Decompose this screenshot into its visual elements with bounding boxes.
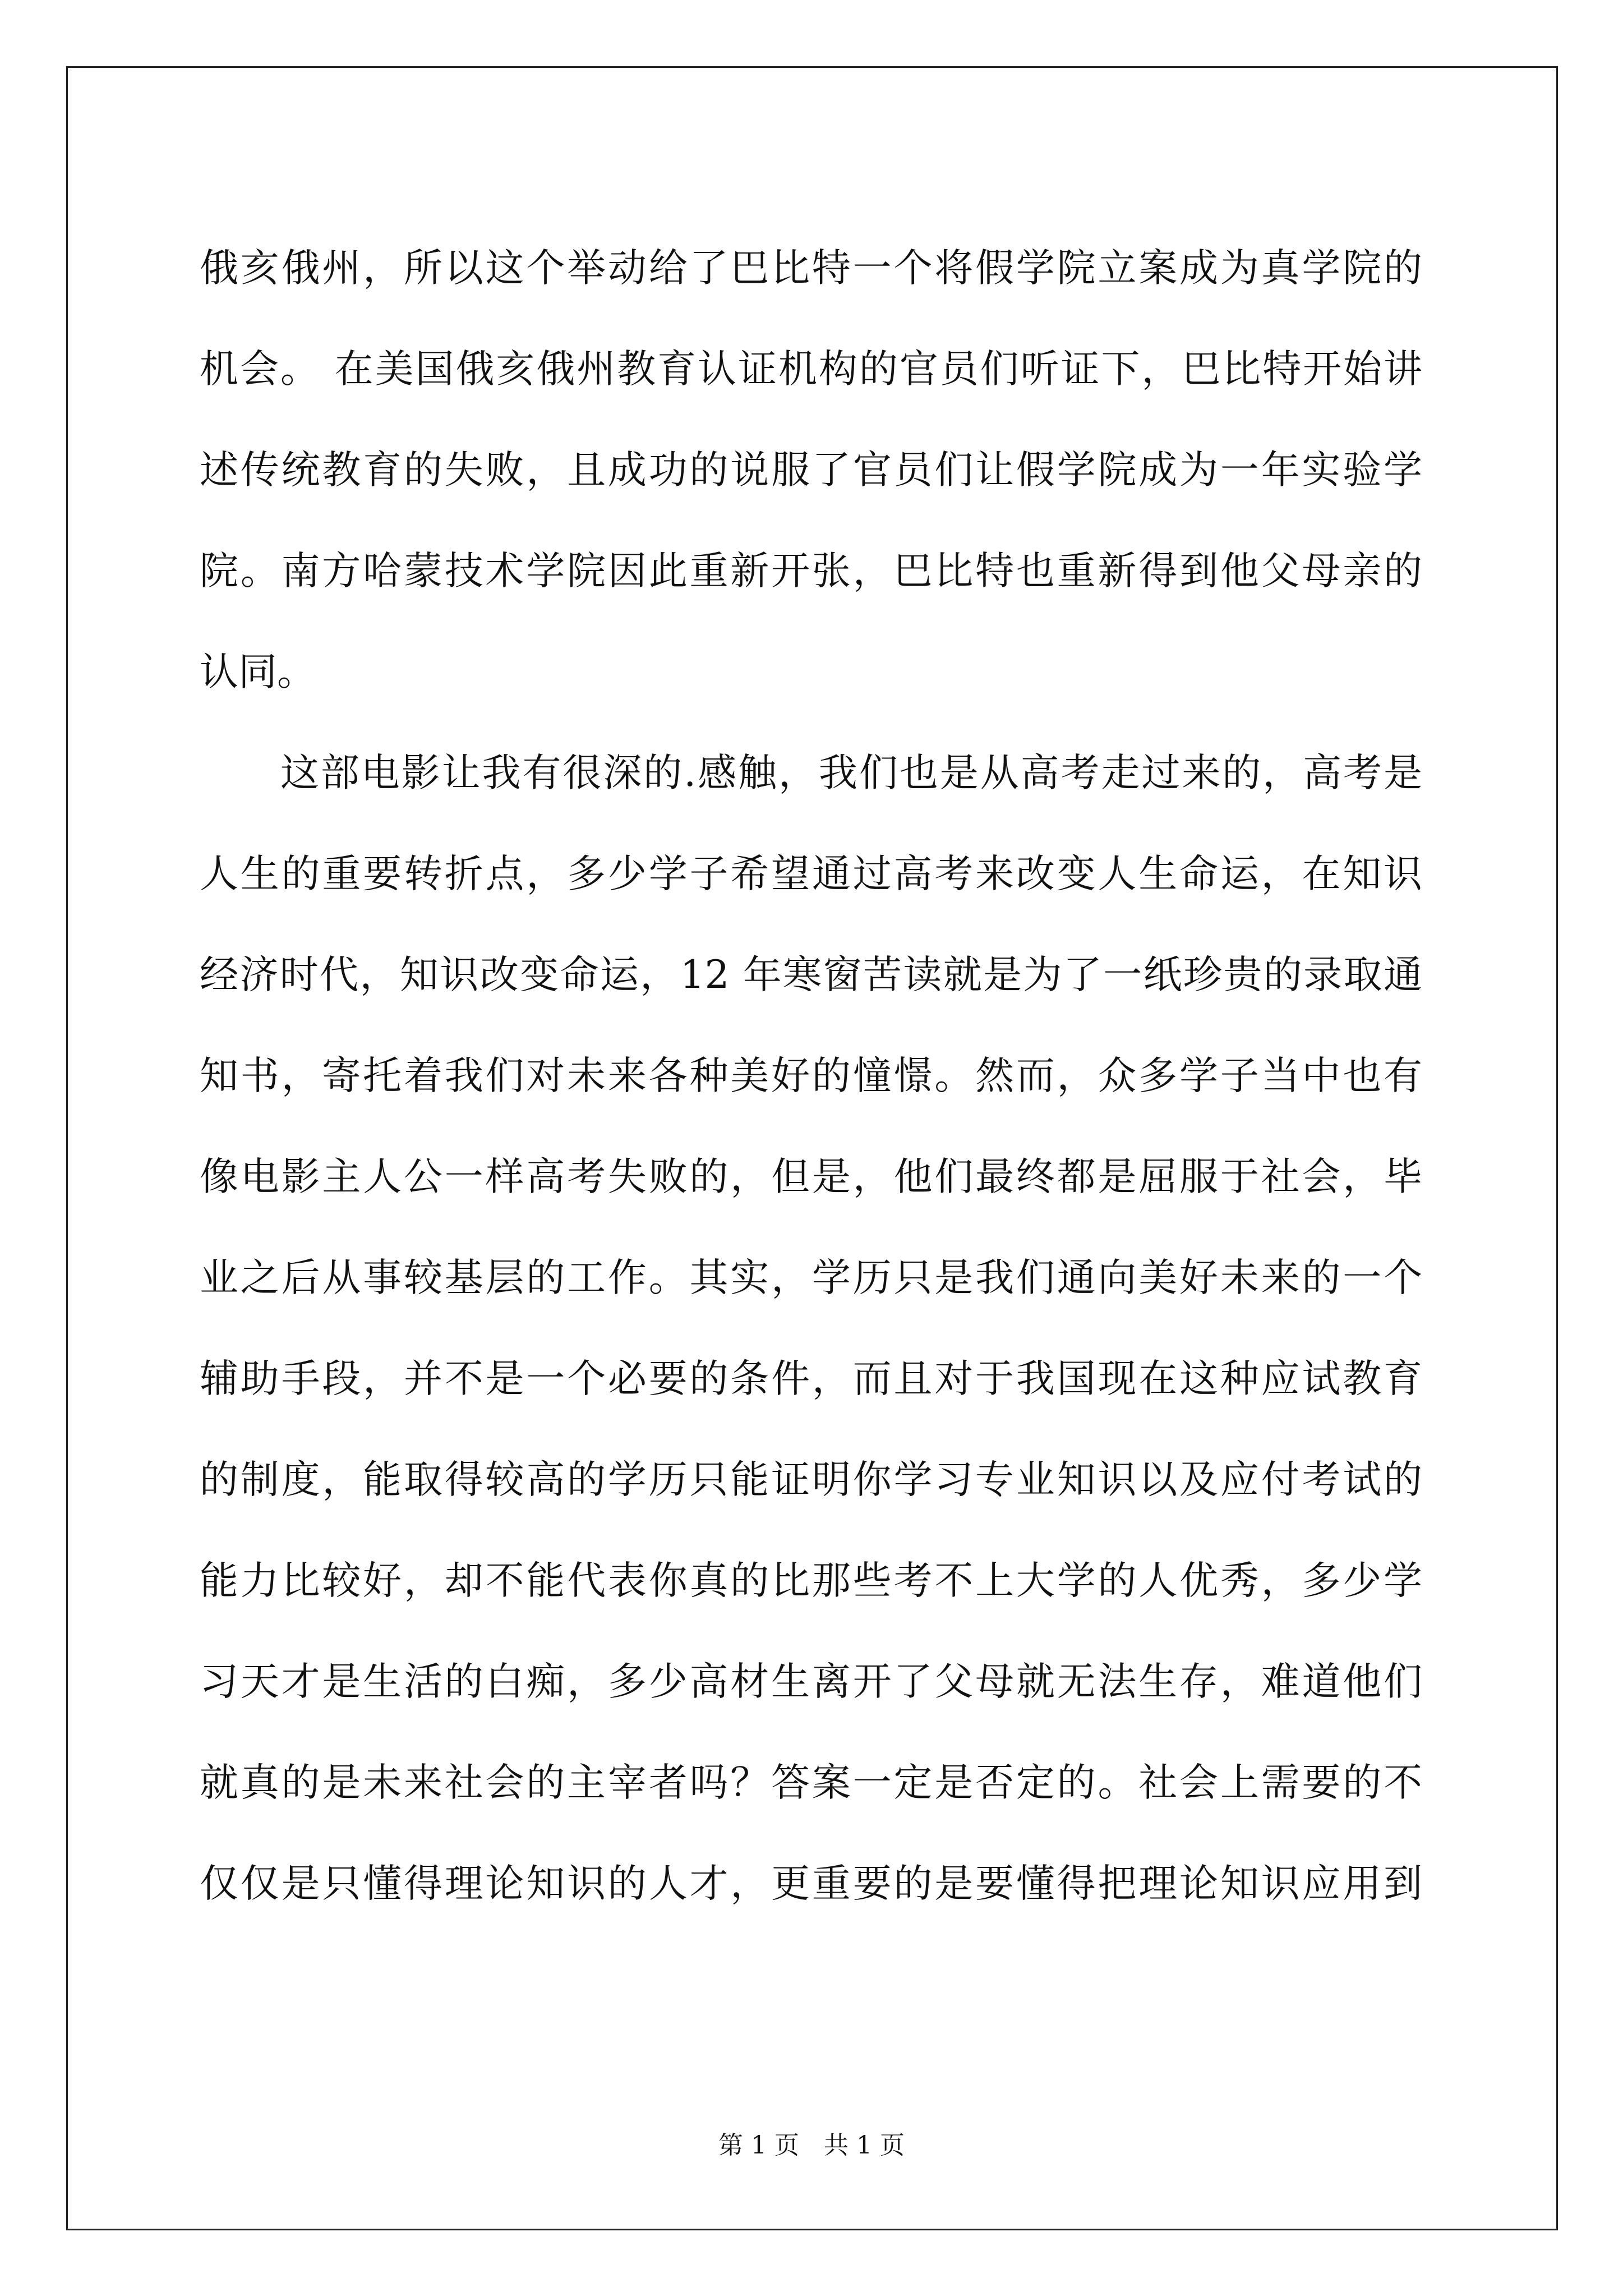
document-body bbox=[200, 218, 1422, 1934]
text-line: 的制度，能取得较高的学历只能证明你学习专业知识以及应付考试的 bbox=[200, 1457, 1422, 1502]
text-line: 述传统教育的失败，且成功的说服了官员们让假学院成为一年实验学 bbox=[200, 448, 1422, 493]
text-line: 俄亥俄州，所以这个举动给了巴比特一个将假学院立案成为真学院的 bbox=[200, 246, 1422, 291]
text-line: 就真的是未来社会的主宰者吗？答案一定是否定的。社会上需要的不 bbox=[200, 1760, 1422, 1805]
text-line: 人生的重要转折点，多少学子希望通过高考来改变人生命运，在知识 bbox=[200, 852, 1422, 896]
text-line: 知书，寄托着我们对未来各种美好的憧憬。然而，众多学子当中也有 bbox=[200, 1053, 1422, 1098]
page-number-footer: 第 1 页 共 1 页 bbox=[718, 2131, 905, 2160]
text-line: 业之后从事较基层的工作。其实，学历只是我们通向美好未来的一个 bbox=[200, 1255, 1422, 1300]
text-line: 认同。 bbox=[200, 650, 316, 694]
text-line: 机会。 在美国俄亥俄州教育认证机构的官员们听证下，巴比特开始讲 bbox=[200, 347, 1422, 392]
text-line: 院。南方哈蒙技术学院因此重新开张，巴比特也重新得到他父母亲的 bbox=[200, 549, 1422, 593]
text-line: 仅仅是只懂得理论知识的人才，更重要的是要懂得把理论知识应用到 bbox=[200, 1861, 1422, 1906]
text-line: 像电影主人公一样高考失败的，但是，他们最终都是屈服于社会，毕 bbox=[200, 1154, 1422, 1199]
text-line: 习天才是生活的白痴，多少高材生离开了父母就无法生存，难道他们 bbox=[200, 1659, 1422, 1704]
text-line: 经济时代，知识改变命运，12 年寒窗苦读就是为了一纸珍贵的录取通 bbox=[200, 953, 1422, 997]
text-line: 能力比较好，却不能代表你真的比那些考不上大学的人优秀，多少学 bbox=[200, 1558, 1422, 1603]
text-line: 这部电影让我有很深的.感触，我们也是从高考走过来的，高考是 bbox=[200, 751, 1422, 795]
text-line: 辅助手段，并不是一个必要的条件，而且对于我国现在这种应试教育 bbox=[200, 1356, 1422, 1401]
